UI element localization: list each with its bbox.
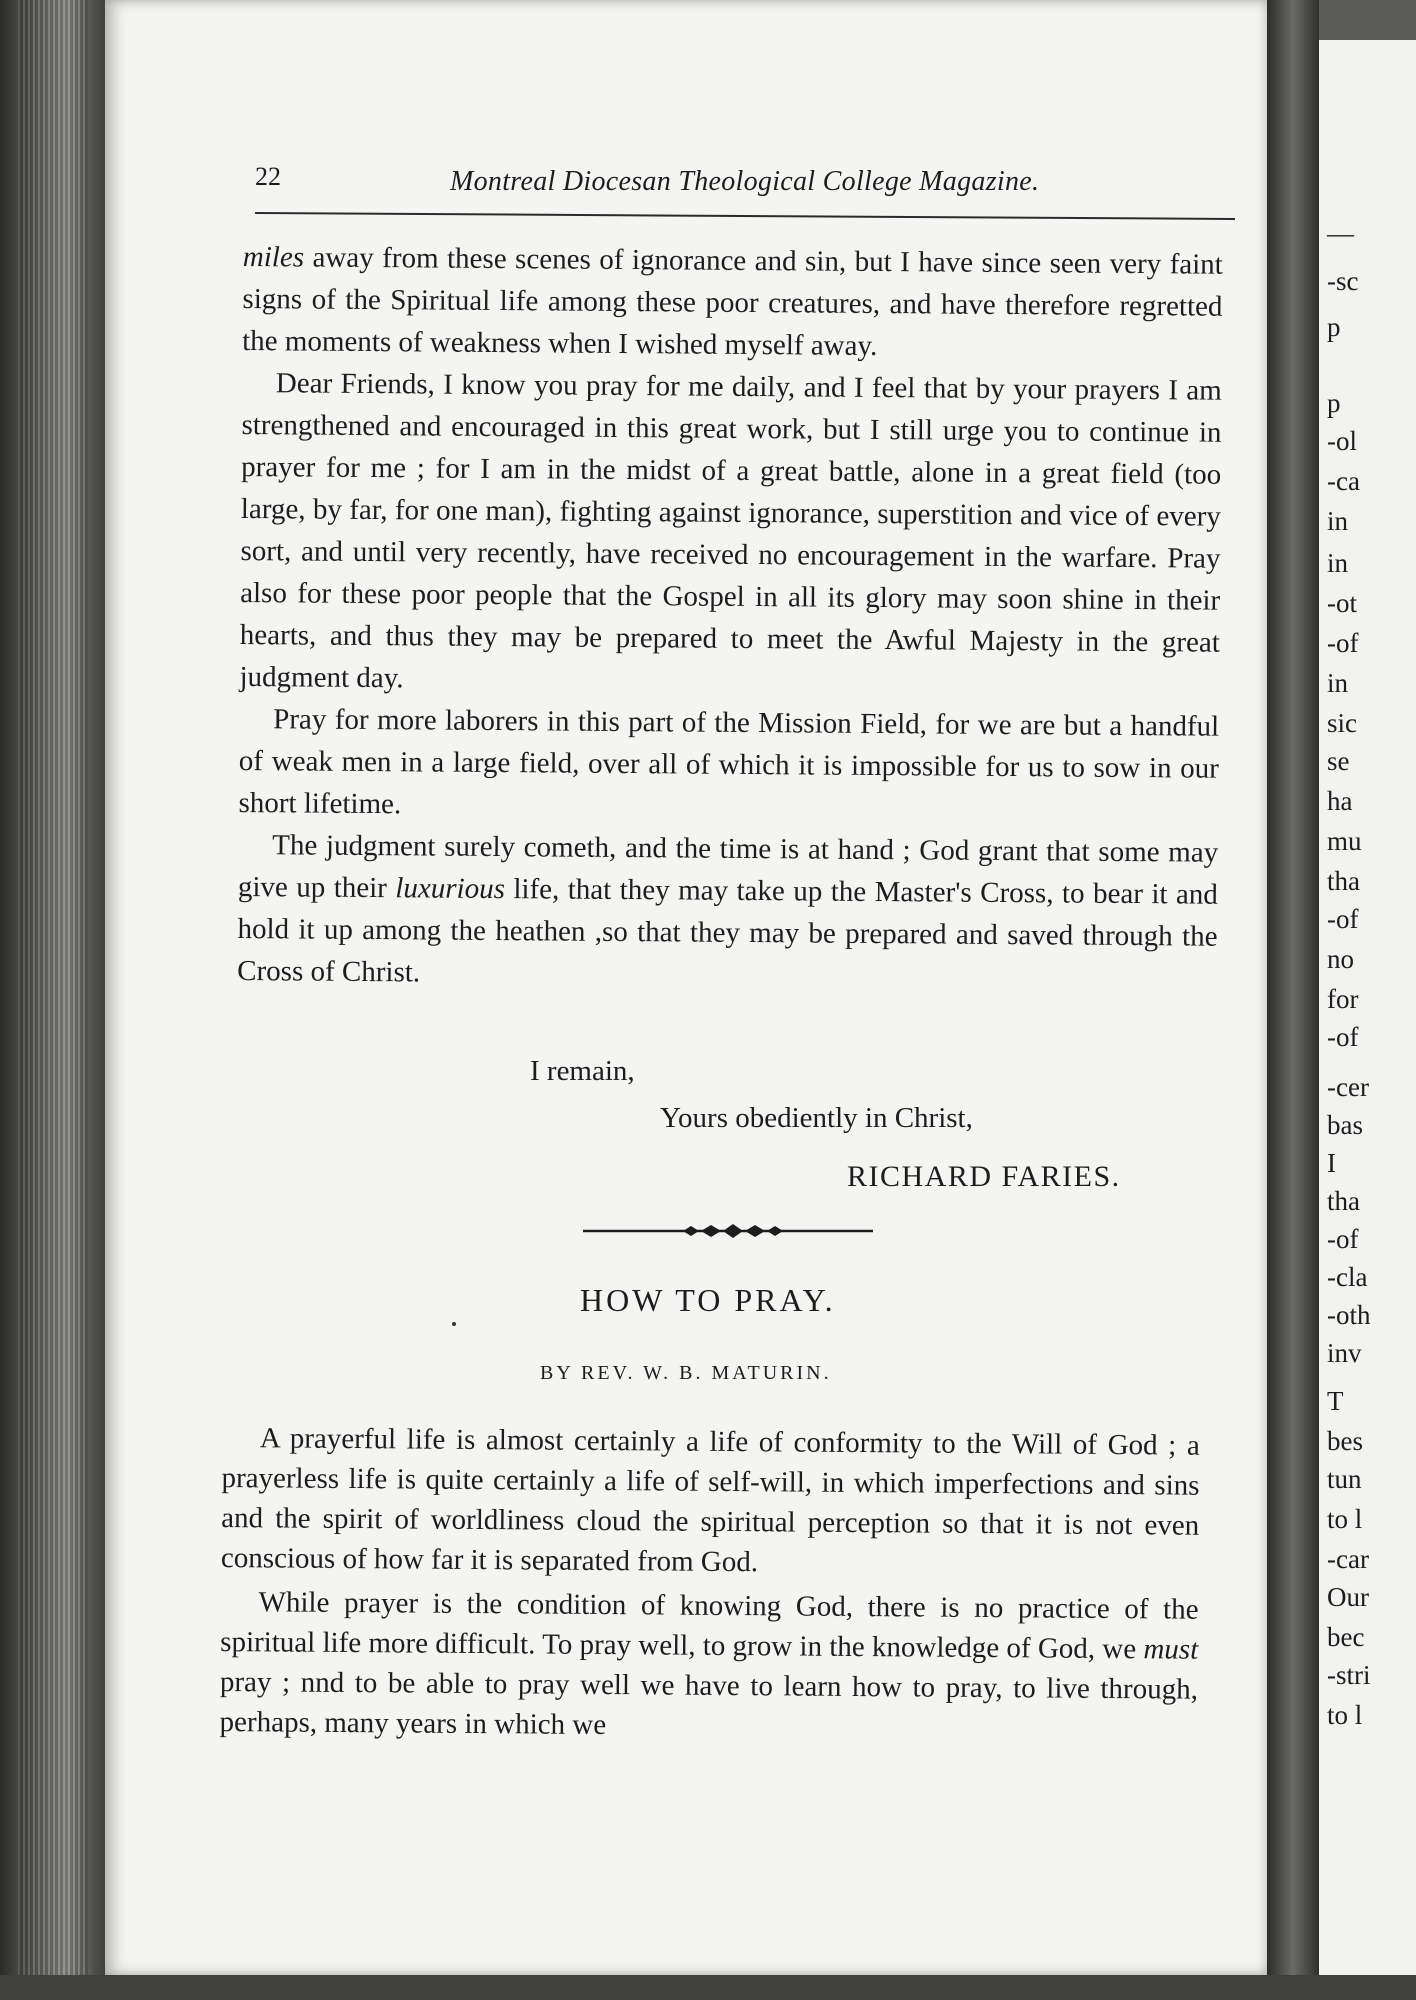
facing-page-fragment: -oth [1327, 1300, 1371, 1330]
ornament-divider [583, 1216, 873, 1246]
facing-page-fragment: to l [1327, 1504, 1363, 1534]
paragraph-text: pray ; nnd to be able to pray well we have to learn how to pray, to live through, perhaps, many years in which we [219, 1665, 1199, 1742]
facing-page-fragment: -cer [1327, 1072, 1369, 1102]
facing-page-fragment: -of [1327, 1022, 1359, 1052]
paragraph-text: away from these scenes of ignorance and sin, but I have since seen very faint signs of the Spiritual life among these poor creatures, and have therefore regretted the moments of weakness when I wished myself away. [242, 241, 1223, 362]
facing-page-fragment: p [1327, 312, 1341, 342]
ink-speck [452, 1322, 456, 1326]
facing-page-fragment: bec [1327, 1622, 1365, 1652]
facing-page-fragment: to l [1327, 1700, 1363, 1730]
facing-page-fragment: tha [1327, 866, 1360, 896]
paragraph-text: life, that they may take up the Master's Cross, to bear it and hold it up among the heathen ,so that they may be prepared and saved through the Cross of Christ. [237, 873, 1218, 989]
facing-page-fragment: -stri [1327, 1660, 1371, 1690]
facing-page-fragment: I [1327, 1148, 1336, 1178]
facing-page-edge [1319, 40, 1416, 1975]
facing-page-fragment: -of [1327, 904, 1359, 934]
facing-page-fragment: -sc [1327, 266, 1359, 296]
article-paragraph [219, 1582, 1198, 1750]
facing-page-fragment: se [1327, 746, 1350, 776]
facing-page-fragment: T [1327, 1386, 1344, 1416]
facing-page-fragment: no [1327, 944, 1354, 974]
facing-page-fragment: tun [1327, 1464, 1362, 1494]
italic-word: must [1143, 1633, 1199, 1666]
facing-page-fragment: — [1327, 218, 1354, 248]
paragraph-text: The judgment surely cometh, and the time is at hand ; God grant that some may give up their [237, 829, 1219, 905]
facing-page-fragment: -cla [1327, 1262, 1368, 1292]
letter-closing: I remain, [530, 1055, 635, 1087]
letter-paragraph [237, 824, 1218, 1000]
facing-page-fragment: -car [1327, 1544, 1369, 1574]
letter-paragraph [242, 236, 1223, 370]
italic-word: luxurious [395, 872, 506, 906]
facing-page-fragment: inv [1327, 1338, 1362, 1368]
letter-valediction: Yours obediently in Christ, [660, 1102, 973, 1134]
facing-page-fragment: bes [1327, 1426, 1363, 1456]
page-number: 22 [255, 162, 281, 191]
running-title: Montreal Diocesan Theological College Magazine. [450, 166, 1040, 197]
facing-page-fragment: sic [1327, 708, 1357, 738]
facing-page-fragment: bas [1327, 1110, 1363, 1140]
page-divider [1267, 0, 1319, 2000]
facing-page-fragment: for [1327, 984, 1359, 1014]
italic-word: miles [242, 240, 305, 274]
facing-page-fragment: -ol [1327, 426, 1357, 456]
facing-page-fragment: mu [1327, 826, 1362, 856]
facing-page-fragment: -ot [1327, 588, 1357, 618]
facing-page-fragment: tha [1327, 1186, 1360, 1216]
facing-page-fragment: in [1327, 548, 1349, 578]
facing-page-fragment: -ca [1327, 466, 1360, 496]
facing-page-fragment: -of [1327, 1224, 1359, 1254]
letter-body [237, 236, 1223, 1000]
facing-page-fragment: -of [1327, 628, 1359, 658]
facing-page-fragment: ha [1327, 786, 1353, 816]
facing-page-fragment: p [1327, 388, 1341, 418]
facing-page-fragment: Our [1327, 1582, 1369, 1612]
article-paragraph: A prayerful life is almost certainly a life of conformity to the Will of God ; a prayerless life is quite certainly a life of self-will, in which imperfections and sins and the spirit of worldliness cloud the spiritual perception so that it is not even conscious of how far it is separated from God. [220, 1422, 1200, 1579]
article-byline: BY REV. W. B. MATURIN. [540, 1362, 832, 1384]
letter-signature: RICHARD FARIES. [847, 1160, 1121, 1193]
letter-paragraph: Pray for more laborers in this part of the Mission Field, for we are but a handful of weak men in a large field, over all of which it is impossible for us to sow in our short lifetime. [238, 703, 1220, 821]
paragraph-text: While prayer is the condition of knowing God, there is no practice of the spiritual life more difficult. To pray well, to grow in the knowledge of God, we [220, 1586, 1199, 1666]
facing-page-fragment: in [1327, 506, 1349, 536]
article-body [219, 1418, 1200, 1754]
article-title: HOW TO PRAY. [580, 1282, 836, 1318]
page-bottom-edge [0, 1975, 1416, 2000]
page-header [255, 162, 1235, 212]
letter-paragraph: Dear Friends, I know you pray for me daily, and I feel that by your prayers I am strengthened and encouraged in this great work, but I still urge you to continue in prayer for me ; for I am in the midst of a great battle, alone in a great field (too large, by far, for one man), fighting against ignorance, superstition and vice of every sort, and until very recently, have received no encouragement in the warfare. Pray also for these poor people that the Gospel in all its glory may soon shine in their hearts, and thus they may be prepared to meet the Awful Majesty in the great judgment day. [239, 367, 1222, 695]
page-edges [18, 0, 88, 2000]
facing-page-fragment: in [1327, 668, 1349, 698]
